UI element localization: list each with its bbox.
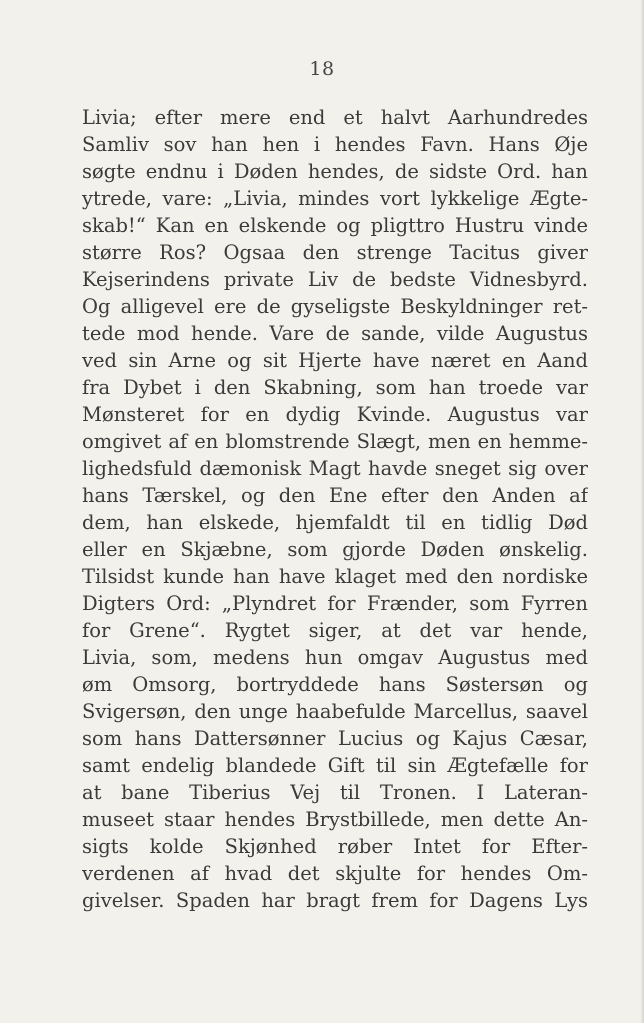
text-line: eller en Skjæbne, som gjorde Døden ønskelig. [82,538,588,561]
text-line: større Ros? Ogsaa den strenge Tacitus giver [82,241,588,264]
text-line: Samliv sov han hen i hendes Favn. Hans Øje [82,133,588,156]
text-line: tede mod hende. Vare de sande, vilde Augustus [82,322,588,345]
text-line: ved sin Arne og sit Hjerte have næret en Aand [82,349,588,372]
text-line: at bane Tiberius Vej til Tronen. I Lateran- [82,781,588,804]
text-line: øm Omsorg, bortryddede hans Søstersøn og [82,673,588,696]
text-line: Livia, som, medens hun omgav Augustus med [82,646,588,669]
text-line: Svigersøn, den unge haabefulde Marcellus, saavel [82,700,588,723]
page-number: 18 [309,58,335,80]
text-line: for Grene“. Rygtet siger, at det var hende, [82,619,588,642]
text-line: Livia; efter mere end et halvt Aarhundredes [82,106,588,129]
text-line: som hans Dattersønner Lucius og Kajus Cæsar, [82,727,588,750]
body-text [82,104,588,914]
text-line: fra Dybet i den Skabning, som han troede var [82,376,588,399]
text-line: Tilsidst kunde han have klaget med den nordiske [82,565,588,588]
text-line: Mønsteret for en dydig Kvinde. Augustus var [82,403,588,426]
text-line: lighedsfuld dæmonisk Magt havde sneget sig over [82,457,588,480]
text-line: søgte endnu i Døden hendes, de sidste Ord. han [82,160,588,183]
text-line: samt endelig blandede Gift til sin Ægtefælle for [82,754,588,777]
text-line: Og alligevel ere de gyseligste Beskyldninger ret- [82,295,588,318]
text-line: Kejserindens private Liv de bedste Vidnesbyrd. [82,268,588,291]
text-line: dem, han elskede, hjemfaldt til en tidlig Død [82,511,588,534]
text-line: ytrede, vare: „Livia, mindes vort lykkelige Ægte- [82,187,588,210]
text-line: verdenen af hvad det skjulte for hendes Om- [82,862,588,885]
text-line: hans Tærskel, og den Ene efter den Anden af [82,484,588,507]
page-edge-shadow [640,0,644,1023]
text-line: museet staar hendes Brystbillede, men dette An- [82,808,588,831]
text-line: sigts kolde Skjønhed røber Intet for Efter- [82,835,588,858]
text-line: omgivet af en blomstrende Slægt, men en hemme- [82,430,588,453]
text-line: Digters Ord: „Plyndret for Frænder, som Fyrren [82,592,588,615]
text-line: givelser. Spaden har bragt frem for Dagens Lys [82,889,588,912]
text-line: skab!“ Kan en elskende og pligttro Hustru vinde [82,214,588,237]
